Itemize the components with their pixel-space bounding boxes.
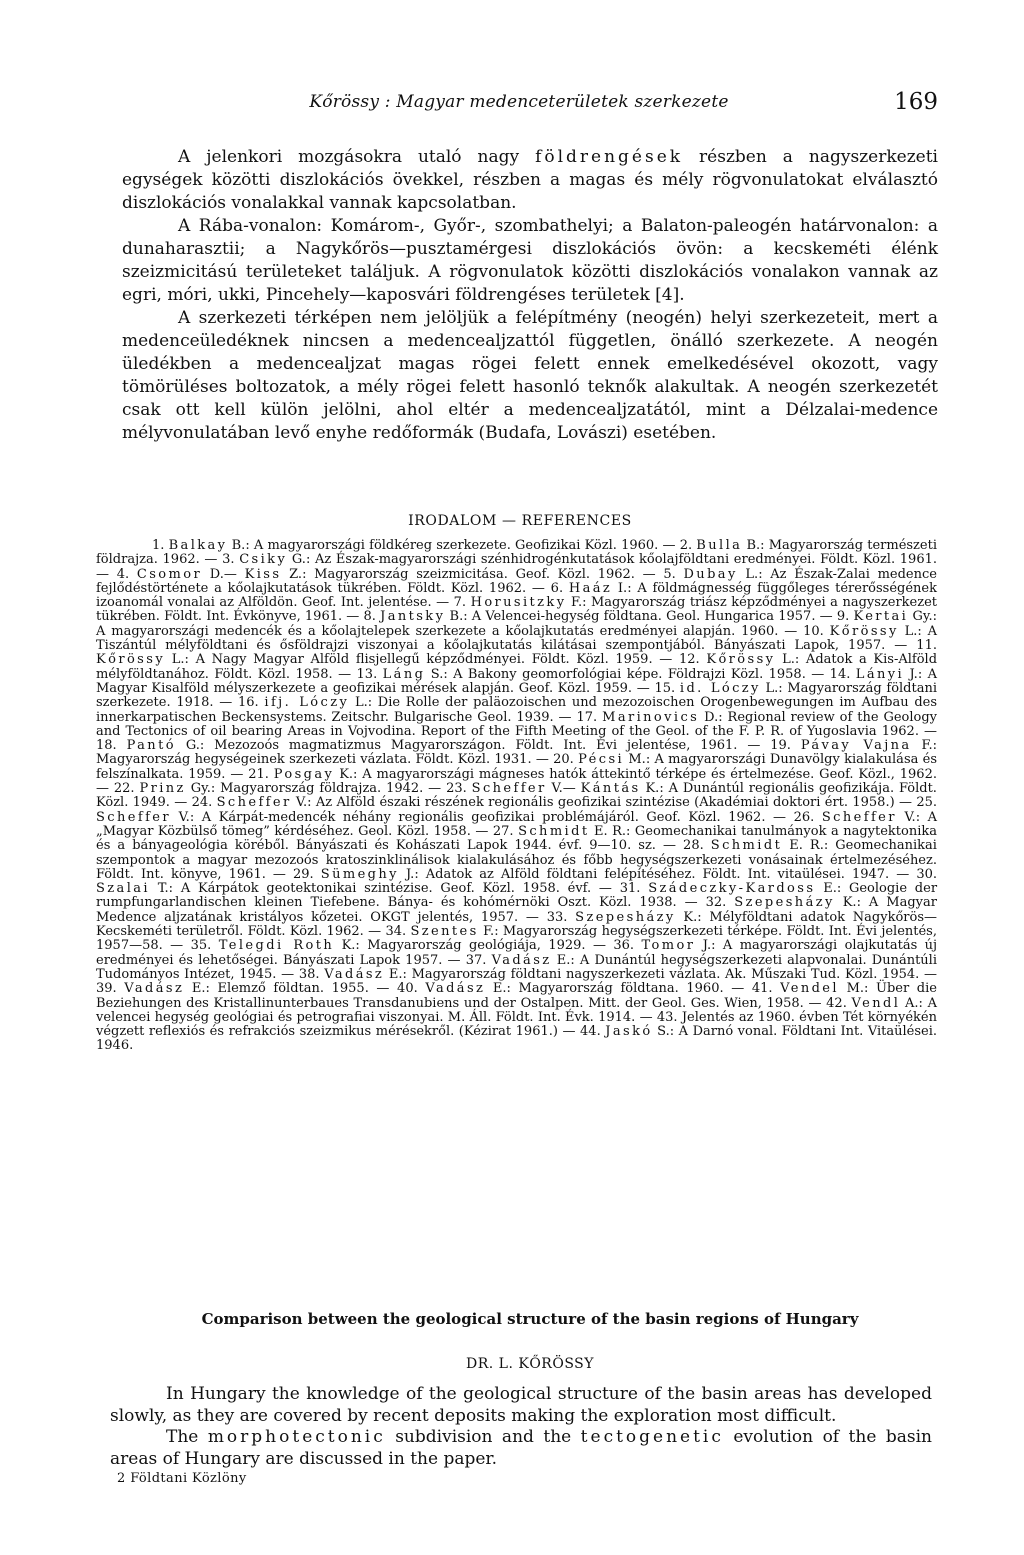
- reference-author: Scheffer: [821, 809, 897, 825]
- page-header: [100, 89, 938, 122]
- body-paragraph: [122, 146, 938, 215]
- reference-number: 39.: [96, 981, 117, 997]
- abstract-text-run: subdivision and the: [385, 1427, 581, 1447]
- reference-author: Vadász: [124, 981, 185, 997]
- reference-number: 3.: [222, 552, 235, 568]
- reference-author: Jantsky: [380, 609, 446, 625]
- reference-initials: E.: [556, 952, 571, 968]
- spaced-emphasis: morphotectonic: [207, 1427, 386, 1447]
- reference-item: [152, 538, 676, 553]
- reference-initials: V.: [178, 809, 190, 825]
- reference-initials: E.: [823, 881, 837, 897]
- reference-initials: L.: [782, 652, 795, 668]
- reference-initials: E.: [492, 981, 507, 997]
- reference-item: [357, 667, 825, 682]
- reference-author: Telegdi Roth: [218, 938, 335, 954]
- reference-item: [96, 981, 389, 996]
- reference-text: : Magyarország hegységeinek szerkezeti vázlata. Földt. Közl. 1931. —: [96, 738, 938, 768]
- reference-initials: G.: [185, 738, 200, 754]
- reference-author: Marinovics: [602, 709, 700, 725]
- reference-number: 14.: [829, 666, 851, 682]
- reference-text: : Az Észak-Zalai medence fejlődéstörténete a kőolajkutatások tükrében. Földt. Közl. 1962. —: [96, 566, 937, 596]
- reference-author: Horusitzky: [470, 595, 567, 611]
- reference-number: 21.: [248, 766, 269, 782]
- reference-item: [96, 738, 760, 753]
- reference-author: Scheffer: [96, 809, 171, 825]
- reference-initials: J.: [909, 666, 918, 682]
- reference-text: : A velencei hegység geológiai és petrografiai viszonyai. M. Áll. Földt. Int. Évk. 1914. —: [96, 995, 937, 1025]
- reference-item: [192, 795, 912, 810]
- reference-initials: V.: [904, 809, 916, 825]
- reference-text: : Magyarország földtani szerkezete. 1918. —: [96, 680, 937, 711]
- reference-author: Posgay: [273, 766, 335, 782]
- reference-initials: E.: [388, 966, 403, 982]
- reference-initials: L.: [904, 623, 918, 639]
- reference-number: 16.: [237, 695, 259, 711]
- reference-initials: B.: [746, 538, 761, 553]
- reference-author: Schmidt: [518, 823, 590, 839]
- reference-initials: T.: [157, 881, 169, 897]
- reference-author: Pantó: [126, 738, 176, 754]
- body-paragraph: A szerkezeti térképen nem jelöljük a felépítmény (neogén) helyi szerkezeteit, mert a medenceüledéknek nincsen a medencealjzattól független, önálló szerkezete. A neogén üledékben a medencealjzat magas rögei felett ennek emelkedésével okozott, vagy tömörüléses boltozatok, a mély rögei felett hasonló teknők alakultak. A neogén szerkezetét csak ott kell külön jelölni, ahol eltér a medencealjzatától, mint a Délzalai-medence mélyvonulatában levő enyhe redőformák (Budafa, Lovászi) esetében.: [122, 308, 938, 443]
- reference-text: : Geomechanikai tanulmányok a nagytektonika és a bányageológia köréből. Bányászati és Kohászati Lapok 1944. évf. 9—10. sz. —: [96, 823, 937, 854]
- reference-text: : A Dunántúl hegységszerkezeti alapvonalai. Dunántúli Tudományos Intézet, 1945. —: [96, 952, 937, 982]
- spaced-emphasis: tectogenetic: [580, 1427, 724, 1447]
- reference-number: 24.: [191, 795, 213, 811]
- reference-text: : Magyarország földrajza. 1942. —: [210, 781, 442, 797]
- reference-number: 32.: [705, 895, 727, 911]
- reference-number: 27.: [492, 823, 514, 839]
- page-number: 169: [894, 89, 938, 115]
- reference-text: : A magyarországi medencék és a kőolajtelepek szerkezete a kőolajkutatás eredményei alapján. 1960. —: [96, 609, 937, 639]
- abstract-paragraph: In Hungary the knowledge of the geological structure of the basin areas has developed slowly, as they are covered by recent deposits making the exploration most difficult.: [110, 1384, 932, 1426]
- reference-author: Kántás: [580, 781, 641, 797]
- reference-text: : Magyarország földtani nagyszerkezeti vázlata. Ak. Műszaki Tud. Közl. 1954. —: [402, 966, 937, 982]
- reference-initials: E.: [191, 981, 206, 997]
- reference-initials: V.: [295, 795, 308, 811]
- reference-author: Láng: [382, 666, 426, 682]
- reference-initials: L.: [765, 680, 779, 696]
- reference-text: : A Dunántúl regionális geofizikája. Földt. Közl. 1949. —: [96, 781, 937, 811]
- reference-number: 12.: [678, 652, 700, 668]
- reference-text: : A Magyar Medence aljzatának kristályos kőzetei. OKGT jelentés, 1957. —: [96, 895, 937, 925]
- reference-author: Pávay Vajna: [800, 738, 912, 754]
- reference-author: Kőrössy: [96, 652, 166, 668]
- reference-item: [397, 981, 744, 996]
- reference-number: 35.: [190, 938, 212, 954]
- reference-author: Kiss: [244, 566, 282, 582]
- reference-text: : Regional review of the Geology and Tectonics of oil bearing Areas in Vojvodina. Report of the Fifth Meeting of the Geol. of the F. P. R. of Yugoslavia 1962. —: [96, 709, 938, 739]
- reference-text: : A magyarországi olajkutatás új eredményei és lehetőségei. Bányászati Lapok 1957. —: [96, 938, 938, 968]
- reference-number: 26.: [793, 809, 815, 825]
- reference-author: Scheffer: [471, 781, 547, 797]
- reference-number: 6.: [550, 580, 564, 596]
- reference-initials: L.: [171, 652, 185, 668]
- reference-text: : Elemző földtan. 1955. —: [205, 981, 390, 997]
- reference-author: Szepesházy: [575, 909, 676, 925]
- reference-author: ifj. Lóczy: [264, 695, 350, 711]
- body-text-run: A jelenkori mozgásokra utaló nagy: [178, 147, 536, 167]
- reference-number: 37.: [465, 952, 487, 968]
- reference-number: 28.: [683, 838, 704, 854]
- reference-author: id. Lóczy: [679, 680, 761, 696]
- reference-text: : Adatok az Alföld földtani felépítéséhez. Földt. Int. vitaülései. 1947. —: [414, 866, 910, 882]
- reference-number: 40.: [397, 981, 418, 997]
- reference-number: 9.: [836, 609, 850, 625]
- reference-initials: Z.: [289, 566, 303, 582]
- reference-text: : A Nagy Magyar Alföld flisjellegű képződményei. Földt. Közl. 1959. —: [184, 652, 673, 668]
- reference-number: 8.: [363, 609, 376, 625]
- spaced-emphasis: földrengések: [535, 147, 684, 167]
- reference-initials: I.: [617, 580, 628, 596]
- reference-item: [293, 867, 909, 882]
- reference-initials: D.: [209, 566, 224, 582]
- reference-initials: M.: [846, 981, 865, 997]
- reference-number: 1.: [152, 538, 165, 553]
- reference-number: 33.: [546, 909, 568, 925]
- reference-initials: L.: [354, 695, 368, 711]
- reference-number: 41.: [751, 981, 773, 997]
- reference-author: Lányi: [855, 666, 905, 682]
- reference-number: 2.: [679, 538, 693, 553]
- reference-initials: E. R.: [593, 823, 627, 839]
- reference-author: Prinz: [139, 781, 186, 797]
- reference-author: Jaskó: [605, 1024, 653, 1040]
- english-abstract: [110, 1384, 932, 1470]
- reference-number: 43.: [656, 1009, 678, 1025]
- reference-initials: V.: [551, 781, 563, 797]
- page-footer: 2 Földtani Közlöny: [117, 1471, 247, 1486]
- reference-number: 15.: [654, 680, 676, 696]
- reference-number: 23.: [446, 781, 467, 797]
- reference-text: : A földmágnesség függőleges térerősségének izoanomál vonalai az Alföldön. Geof. Int. jelentése. —: [96, 580, 937, 611]
- reference-item: [446, 781, 576, 796]
- reference-text: : A Velencei-hegység földtana. Geol. Hungarica 1957. —: [463, 609, 833, 625]
- reference-author: Vadász: [324, 966, 385, 982]
- reference-author: Vendel: [780, 981, 839, 997]
- body-paragraph: A Rába-vonalon: Komárom-, Győr-, szombathelyi; a Balaton-paleogén határvonalon: a dunaharasztii; a Nagykőrös—pusztamérgesi diszlokációs övön: a kecskeméti élénk szeizmicitású területeket találjuk. A rögvonulatok közötti diszlokációs vonalakon vannak az egri, móri, ukki, Pincehely—kaposvári földrengéses területek [4].: [122, 216, 938, 305]
- references-list: [96, 539, 937, 1054]
- body-text: [122, 146, 938, 445]
- reference-text: : Magyarország hegységszerkezeti térképe. Földt. Int. Évi jelentés, 1957—58. —: [96, 924, 937, 954]
- body-text-run: részben a nagyszerkezeti egységek közötti diszlokációs övekkel, részben a magas és mély rögvonulatokat elválasztó diszlokációs vonalakkal vannak kapcsolatban.: [122, 147, 938, 213]
- reference-initials: K.: [842, 895, 857, 911]
- reference-text: —: [562, 781, 576, 797]
- reference-author: Vendl: [851, 995, 901, 1011]
- reference-number: 17.: [576, 709, 598, 725]
- reference-initials: J.: [405, 866, 415, 882]
- english-summary-author: DR. L. KŐRÖSSY: [466, 1356, 594, 1372]
- reference-author: Vadász: [425, 981, 486, 997]
- abstract-paragraph: [110, 1427, 932, 1470]
- reference-text: : Magyarország földtana. 1960. —: [506, 981, 745, 997]
- reference-author: Dubay: [683, 566, 738, 582]
- reference-number: 30.: [916, 866, 937, 882]
- reference-text: : Az Észak-magyarországi szénhidrogénkutatások kőolajföldtani eredményei. Földt. Közl. 1961. —: [96, 552, 937, 582]
- reference-author: Tomor: [641, 938, 696, 954]
- reference-initials: S.: [430, 666, 444, 682]
- abstract-text-run: The: [166, 1427, 208, 1447]
- reference-author: Sümeghy: [320, 866, 399, 882]
- reference-initials: K.: [341, 938, 356, 954]
- english-summary-title: Comparison between the geological structure of the basin regions of Hungary: [201, 1310, 859, 1328]
- reference-text: : A magyarországi mágneses hatók áttekintő térképe és értelmezése. Geof. Közl., 1962. —: [96, 766, 937, 797]
- reference-item: [191, 938, 606, 953]
- reference-text: : A Tiszántúl mélyföldtani és ősföldrajzi viszonyai a kőolajkutatás kilátásai szempontjából. Bányászati Lapok, 1957. —: [96, 623, 937, 654]
- reference-initials: K.: [683, 909, 698, 925]
- reference-initials: A.: [905, 995, 919, 1011]
- reference-number: 10.: [803, 623, 824, 639]
- reference-initials: Gy.: [190, 781, 211, 797]
- reference-number: 22.: [113, 781, 135, 797]
- reference-number: 19.: [770, 738, 791, 754]
- reference-number: 44.: [580, 1024, 601, 1040]
- reference-author: Vadász: [491, 952, 552, 968]
- running-title: Kőrössy : Magyar medenceterületek szerkezete: [309, 92, 729, 112]
- reference-text: : A „Magyar Közbülső tömeg” kérdéséhez. Geol. Közl. 1958. —: [96, 809, 938, 839]
- reference-author: Szádeczky-Kardoss: [648, 881, 816, 897]
- reference-number: 4.: [116, 566, 130, 582]
- reference-initials: K.: [645, 781, 660, 797]
- reference-initials: E. R.: [789, 838, 824, 854]
- reference-text: : Adatok a Kis-Alföld mélyföldtanához. Földt. Közl. 1958. —: [96, 652, 938, 682]
- reference-author: Bulla: [696, 538, 743, 553]
- reference-author: Balkay: [168, 538, 228, 553]
- reference-number: 20.: [553, 752, 574, 768]
- reference-number: 29.: [293, 866, 314, 882]
- reference-initials: B.: [231, 538, 246, 553]
- reference-author: Scheffer: [216, 795, 292, 811]
- reference-text: : A Bakony geomorfológiai képe. Földrajzi Közl. 1958. —: [443, 666, 825, 682]
- abstract-text-run: evolution of the basin areas of Hungary are discussed in the paper.: [110, 1427, 932, 1469]
- reference-item: [299, 967, 937, 982]
- reference-text: : A Darnó vonal. Földtani Int. Vitaülései. 1946.: [96, 1024, 938, 1054]
- reference-item: [114, 781, 441, 796]
- reference-text: —: [223, 566, 237, 582]
- reference-text: : Über die Beziehungen des Kristallinunterbaues Transdanubiens und der Ostalpen. Mitt. der Geol. Ges. Wien, 1958. —: [96, 981, 937, 1011]
- reference-number: 13.: [356, 666, 378, 682]
- reference-author: Szentes: [410, 924, 479, 940]
- reference-number: 18.: [96, 738, 117, 754]
- reference-initials: Gy.: [912, 609, 933, 625]
- reference-initials: G.: [291, 552, 306, 568]
- reference-text: : A magyarországi Dunavölgy kialakulása és felszínalkata. 1959. —: [96, 752, 937, 782]
- reference-text: : Magyarország természeti földrajza. 1962. —: [96, 538, 937, 568]
- reference-author: Szalai: [96, 881, 150, 897]
- reference-author: Kőrössy: [829, 623, 899, 639]
- reference-number: 42.: [826, 995, 847, 1011]
- reference-author: Pécsi: [578, 752, 625, 768]
- reference-number: 7.: [453, 595, 467, 611]
- reference-initials: K.: [339, 766, 354, 782]
- references-heading: IRODALOM — REFERENCES: [408, 513, 632, 529]
- reference-author: Kertai: [853, 609, 909, 625]
- reference-initials: S.: [657, 1024, 670, 1040]
- reference-initials: M.: [628, 752, 646, 768]
- reference-author: Csiky: [239, 552, 288, 568]
- reference-text: : Magyarország geológiája, 1929. —: [355, 938, 606, 954]
- reference-author: Szepesházy: [734, 895, 835, 911]
- reference-item: [117, 567, 237, 582]
- reference-text: Jelentés az 1960. évben Tét környékén végzett reflexiós és refrakciós szeizmikus mérésekről. (Kézirat 1961.) —: [96, 1009, 937, 1040]
- reference-number: 36.: [613, 938, 635, 954]
- reference-text: : A magyarországi földkéreg szerkezete. Geofizikai Közl. 1960. —: [245, 538, 676, 553]
- reference-number: 25.: [916, 795, 938, 811]
- reference-text: : Magyarország triász képződményei a nagyszerkezet tükrében. Földt. Int. Évkönyve, 1961. —: [96, 595, 937, 625]
- reference-author: Kőrössy: [706, 652, 776, 668]
- reference-author: Csomor: [136, 566, 203, 582]
- reference-author: Haáz: [568, 580, 613, 596]
- reference-text: : Mélyföldtani adatok Nagykőrös—Kecskeméti területről. Földt. Közl. 1962. —: [96, 909, 938, 940]
- reference-initials: F.: [570, 595, 583, 611]
- reference-number: 5.: [663, 566, 676, 582]
- reference-initials: D.: [704, 709, 719, 725]
- reference-number: 34.: [385, 924, 407, 940]
- reference-initials: B.: [449, 609, 464, 625]
- reference-number: 38.: [298, 966, 320, 982]
- reference-text: : A Kárpát-medencék néhány regionális geofizikai problémájáról. Geof. Közl. 1962. —: [189, 809, 787, 825]
- reference-text: : Geologie der rumpfungarlandischen kleinen Tiefebene. Bánya- és kohómérnöki Oszt. Közl. 1938. —: [96, 881, 938, 911]
- reference-number: 31.: [619, 881, 641, 897]
- reference-item: [245, 567, 656, 582]
- reference-number: 11.: [916, 638, 937, 654]
- reference-initials: J.: [702, 938, 712, 954]
- reference-initials: L.: [745, 566, 759, 582]
- reference-initials: F.: [921, 738, 933, 754]
- reference-text: : A Kárpátok geotektonikai szintézise. Geof. Közl. 1958. évf. —: [168, 881, 612, 897]
- reference-text: : Mezozoós magmatizmus Magyarországon. Földt. Int. Évi jelentése, 1961. —: [199, 738, 761, 754]
- reference-item: [363, 609, 832, 624]
- reference-text: : Magyarország szeizmicitása. Geof. Közl. 1962. —: [302, 566, 656, 582]
- reference-text: : Die Rolle der paläozoischen und mezozoischen Orogenbewegungen im Aufbau des innerkarpatischen Beckensystems. Zeitschr. Bulgarische Geol. 1939. —: [96, 695, 938, 725]
- reference-text: : A Magyar Kisalföld mélyszerkezete a geofizikai mérések alapján. Geof. Közl. 1959. —: [96, 666, 937, 696]
- reference-text: : Az Alföld északi részének regionális geofizikai szintézise (Akadémiai doktori ért. 1958.) —: [307, 795, 912, 811]
- reference-initials: F.: [483, 924, 495, 940]
- reference-author: Schmidt: [710, 838, 783, 854]
- reference-text: : Geomechanikai szempontok a magyar mezozoós kratoszinklinálisok kialakulásához és főbb hegységszerkezeti vonásainak értelmezéséhez. Földt. Int. könyve, 1961. —: [96, 838, 937, 882]
